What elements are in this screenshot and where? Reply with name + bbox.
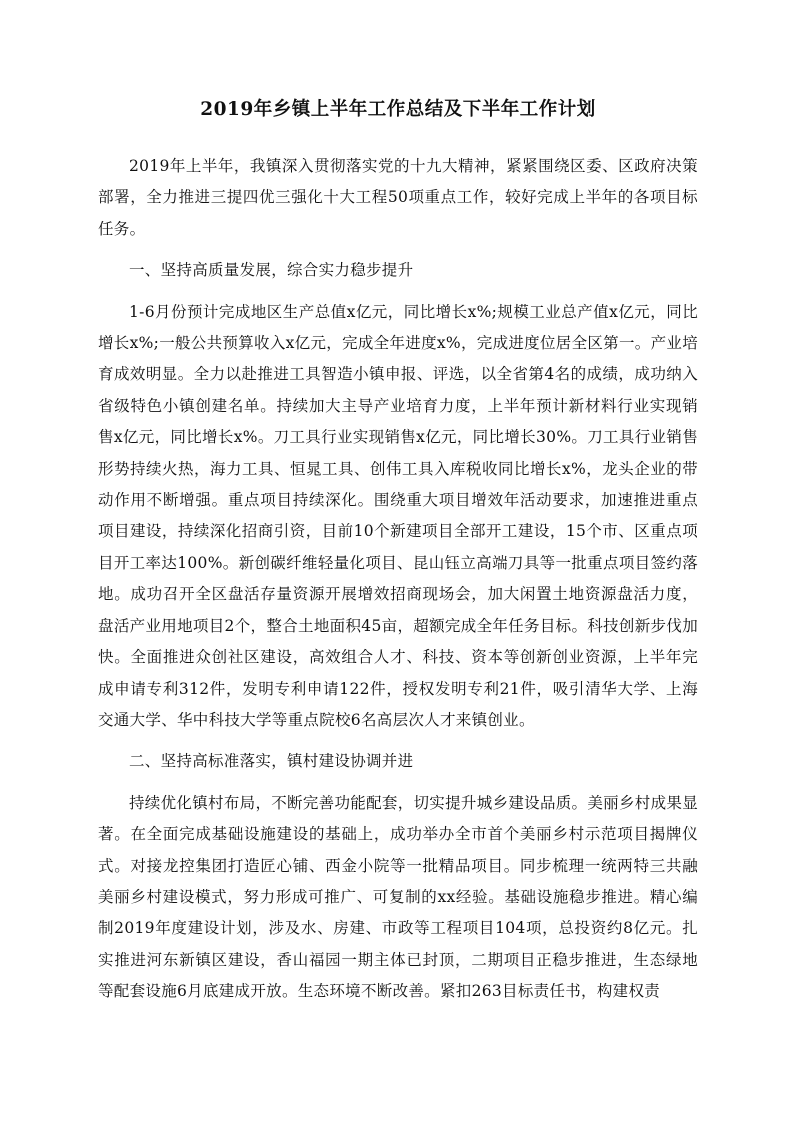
body-paragraph: 1-6月份预计完成地区生产总值x亿元，同比增长x%;规模工业总产值x亿元，同比增长x%;一般公共预算收入x亿元，完成全年进度x%，完成进度位居全区第一。产业培育成效明显。全力以赴推进工具智造小镇申报、评选，以全省第4名的成绩，成功纳入省级特色小镇创建名单。持续加大主导产业培育力度，上半年预计新材料行业实现销售x亿元，同比增长x%。刀工具行业实现销售x亿元，同比增长30%。刀工具行业销售形势持续火热，海力工具、恒晁工具、创伟工具入库税收同比增长x%，龙头企业的带动作用不断增强。重点项目持续深化。围绕重大项目增效年活动要求，加速推进重点项目建设，持续深化招商引资，目前10个新建项目全部开工建设，15个市、区重点项目开工率达100%。新创碳纤维轻量化项目、昆山钰立高端刀具等一批重点项目签约落地。成功召开全区盘活存量资源开展增效招商现场会，加大闲置土地资源盘活力度，盘活产业用地项目2个，整合土地面积45亩，超额完成全年任务目标。科技创新步伐加快。全面推进众创社区建设，高效组合人才、科技、资本等创新创业资源，上半年完成申请专利312件，发明专利申请122件，授权发明专利21件，吸引清华大学、上海交通大学、华中科技大学等重点院校6名高层次人才来镇创业。 [98,302,698,729]
section-heading: 一、坚持高质量发展，综合实力稳步提升 [129,261,414,280]
document-title: 2019年乡镇上半年工作总结及下半年工作计划 [200,99,596,120]
body-paragraph: 2019年上半年，我镇深入贯彻落实党的十九大精神，紧紧围绕区委、区政府决策部署，全力推进三提四优三强化十大工程50项重点工作，较好完成上半年的各项目标任务。 [98,157,698,238]
section-heading: 二、坚持高标准落实，镇村建设协调并进 [129,752,414,771]
body-paragraph: 持续优化镇村布局，不断完善功能配套，切实提升城乡建设品质。美丽乡村成果显著。在全面完成基础设施建设的基础上，成功举办全市首个美丽乡村示范项目揭牌仪式。对接龙控集团打造匠心铺、西金小院等一批精品项目。同步梳理一统两特三共融美丽乡村建设模式，努力形成可推广、可复制的xx经验。基础设施稳步推进。精心编制2019年度建设计划，涉及水、房建、市政等工程项目104项，总投资约8亿元。扎实推进河东新镇区建设，香山福园一期主体已封顶，二期项目正稳步推进，生态绿地等配套设施6月底建成开放。生态环境不断改善。紧扣263目标责任书，构建权责 [98,793,698,1001]
document-body [98,151,698,1008]
